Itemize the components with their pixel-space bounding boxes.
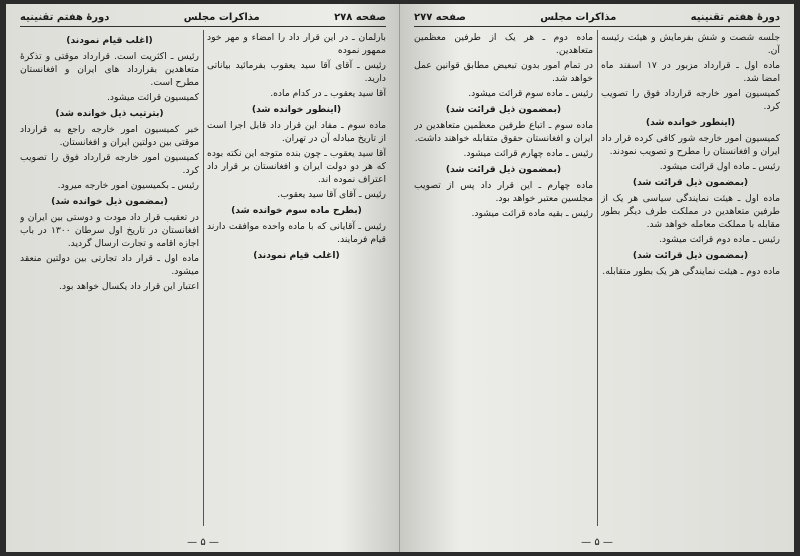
right-page-title: مذاکرات مجلس [540,12,617,23]
right-page [400,4,794,552]
paragraph: ماده اول ـ قرارداد مزبور در ۱۷ اسفند ماه امضا شد. [601,60,780,84]
section-heading: (بمضمون ذیل خوانده شد) [51,196,168,207]
paragraph: کمیسیون امور خارجه شور کافی کرده قرار داد ایران و افغانستان را مطرح و تصویب نمودند. [601,133,780,157]
paragraph: ماده چهارم ـ این قرار داد پس از تصویب مجلسین معتبر خواهد بود. [414,180,593,204]
left-page-title: مذاکرات مجلس [183,12,260,23]
paragraph: ماده دوم ـ هیئت نمایندگی هر یک بطور متقابله. [602,266,780,277]
paragraph: ماده اول ـ قرار داد تجارتی بین دولتین منعقد میشود. [20,253,199,277]
right-page-session: دورهٔ هفتم تقنینیه [690,12,780,23]
paragraph: رئیس ـ آقایانی که با ماده واحده موافقت دارند قیام فرمایند. [207,221,386,245]
column-divider [203,30,204,526]
paragraph: ماده سوم ـ مفاد این قرار داد قابل اجرا است از تاریخ مبادله آن در تهران. [207,120,386,144]
left-page-number: صفحه ۲۷۸ [334,12,386,23]
paragraph: رئیس ـ آقای آقا سید یعقوب بفرمائید بیاناتی دارید. [207,60,386,84]
section-heading: (اغلب قیام نمودند) [253,250,340,261]
column-divider [597,30,598,526]
section-heading: (بطرح ماده سوم خوانده شد) [231,205,362,216]
section-heading: (بمضمون ذیل قرائت شد) [632,177,749,188]
paragraph: در تعقیب قرار داد مودت و دوستی بین ایران و افغانستان در تاریخ اول سرطان ۱۳۰۰ در باب اجازه اقامه و تجارت ارسال گردید. [20,212,199,249]
left-page [6,4,400,552]
paragraph: کمیسیون امور خارجه قرارداد فوق را تصویب کرد. [20,152,199,176]
paragraph: رئیس ـ ماده دوم قرائت میشود. [659,234,780,245]
paragraph: اعتبار این قرار داد یکسال خواهد بود. [59,281,199,292]
paragraph: رئیس ـ آقای آقا سید یعقوب. [277,189,386,200]
paragraph: رئیس ـ بقیه ماده قرائت میشود. [471,208,593,219]
right-page-header [414,12,780,27]
paragraph: ماده اول ـ هیئت نمایندگی سیاسی هر یک از طرفین متعاهدین در مملکت طرف دیگر بطور مقابله با مملکت معامله خواهد شد. [601,193,780,230]
section-heading: (اینطور خوانده شد) [645,117,736,128]
paragraph: خبر کمیسیون امور خارجه راجع به قرارداد موقتی بین دولتین ایران و افغانستان. [20,124,199,148]
section-heading: (بمضمون ذیل قرائت شد) [445,104,562,115]
book-spread [6,4,794,552]
section-heading: (بترتیب ذیل خوانده شد) [55,108,164,119]
paragraph: رئیس ـ ماده سوم قرائت میشود. [468,88,593,99]
paragraph: ماده دوم ـ هر یک از طرفین معظمین متعاهدین. [414,32,593,56]
paragraph: جلسه شصت و شش بفرمایش و هیئت رئیسه آن. [601,32,780,56]
section-heading: (اینطور خوانده شد) [251,104,342,115]
paragraph: بارلمان ـ در این قرار داد را امضاء و مهر خود ممهور نموده [207,32,386,56]
paragraph: آقا سید یعقوب ـ چون بنده متوجه این نکته بوده که هر دو دولت ایران و افغانستان بر قرار داد اعتراف نموده اند. [207,148,386,185]
left-page-session: دورهٔ هفتم تقنینیه [20,12,110,23]
section-heading: (بمضمون ذیل قرائت شد) [445,164,562,175]
left-page-col-right [207,31,386,531]
left-page-col-left [20,31,199,531]
section-heading: (اغلب قیام نمودند) [66,35,153,46]
paragraph: آقا سید یعقوب ـ در کدام ماده. [270,88,386,99]
right-page-footer: — ۵ — [581,537,613,548]
paragraph: رئیس ـ بکمیسیون امور خارجه میرود. [57,180,199,191]
paragraph: کمیسیون قرائت میشود. [106,92,199,103]
section-heading: (بمضمون ذیل قرائت شد) [632,250,749,261]
paragraph: رئیس ـ ماده چهارم قرائت میشود. [463,148,593,159]
left-page-header [20,12,386,27]
paragraph: در تمام امور بدون تبعیض مطابق قوانین عمل خواهد شد. [414,60,593,84]
right-page-col-left [414,31,593,531]
paragraph: رئیس ـ ماده اول قرائت میشود. [659,161,780,172]
paragraph: کمیسیون امور خارجه قرارداد فوق را تصویب کرد. [601,88,780,112]
right-page-col-right [601,31,780,531]
paragraph: ماده سوم ـ اتباع طرفین معظمین متعاهدین در ایران و افغانستان حقوق متقابله خواهند داشت. [414,120,593,144]
paragraph: رئیس ـ اکثریت است. قرارداد موقتی و تذکرهٔ متعاهدین بقرارداد های ایران و افغانستان مطرح است. [20,51,199,88]
right-page-number: صفحه ۲۷۷ [414,12,466,23]
left-page-footer: — ۵ — [187,537,219,548]
